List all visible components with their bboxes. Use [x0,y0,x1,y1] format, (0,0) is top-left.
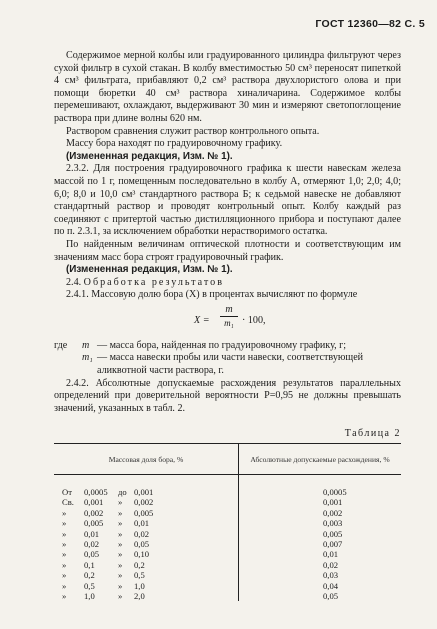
range-from: 0,2 [84,570,95,581]
where-text: — масса бора, найденная по градуировочному графику, г; [97,339,347,351]
where-symbol: m₁ [82,352,93,364]
amendment-note: (Измененная редакция, Изм. № 1). [66,150,233,162]
tolerance-cell: 0,002 [323,507,343,518]
range-to: 0,02 [134,528,150,539]
column-header: Массовая доля бора, % [54,444,239,475]
where-lead [54,352,80,377]
section-title: Обработка результатов [83,276,224,288]
range-from: 0,001 [84,497,104,508]
paragraph: 2.4.2. Абсолютные допускаемые расхождения результатов параллельных определений при доверительной вероятности P=0,95 не должны превышать значений, указанных в табл. 2. [54,377,401,414]
range-b: » [118,591,123,602]
range-to: 0,10 [134,549,150,560]
table-row [54,570,401,580]
range-to: 0,005 [134,507,154,518]
range-a: » [62,591,67,602]
range-a: От [62,487,72,497]
range-cell [54,508,239,518]
paragraph: 2.4.1. Массовую долю бора (X) в процентах вычисляют по формуле [66,289,358,301]
range-cell [54,560,239,570]
table-row [54,508,401,518]
range-from: 1,0 [84,591,95,602]
range-a: » [62,549,67,560]
paragraph: По найденным величинам оптической плотности и соответствующим им значениям масс бора строят градуировочный график. [54,238,401,263]
range-a: Св. [62,497,74,508]
range-cell [54,570,239,580]
range-b: » [118,580,123,591]
table-row [54,497,401,507]
table-row [54,591,401,601]
paragraph: Массу бора находят по градуировочному графику. [66,138,283,150]
table-row [54,560,401,570]
range-a: » [62,528,67,539]
paragraph: Раствором сравнения служит раствор контрольного опыта. [66,125,320,137]
formula-numerator: m [220,304,238,317]
range-cell [54,591,239,601]
range-from: 0,02 [84,539,100,550]
formula-legend [54,340,401,378]
range-to: 0,001 [134,487,154,497]
table-row [54,549,401,559]
formula-denominator: m₁ [224,317,234,328]
tolerance-cell: 0,001 [323,497,343,508]
tolerance-cell: 0,005 [323,528,343,539]
section-number: 2.4. [66,276,82,288]
range-b: » [118,518,123,529]
range-b: » [118,497,123,508]
formula-fraction [220,304,238,329]
table-row [54,581,401,591]
where-lead: где [54,339,68,351]
tolerance-cell: 0,01 [323,549,339,560]
table-header-row [54,444,401,475]
range-cell [54,529,239,539]
tolerance-cell: 0,003 [323,518,343,529]
range-to: 0,05 [134,539,150,550]
range-cell [54,518,239,528]
range-to: 1,0 [134,580,145,591]
range-b: » [118,528,123,539]
amendment-note: (Измененная редакция, Изм. № 1). [66,264,233,276]
range-a: » [62,570,67,581]
data-table [54,443,401,601]
page-header: ГОСТ 12360—82 С. 5 [315,18,425,30]
formula-lhs: X = [194,314,210,326]
range-a: » [62,507,67,518]
range-from: 0,002 [84,507,104,518]
range-a: » [62,559,67,570]
range-b: » [118,539,123,550]
range-b: » [118,570,123,581]
range-from: 0,05 [84,549,100,560]
range-from: 0,1 [84,559,95,570]
column-header: Абсолютные допускаемые расхождения, % [239,444,402,475]
range-from: 0,01 [84,528,100,539]
formula-rhs: · 100, [242,314,266,326]
range-a: » [62,518,67,529]
tolerance-cell: 0,0005 [323,487,347,497]
table-caption: Таблица 2 [344,428,401,439]
formula [54,304,401,338]
range-to: 0,5 [134,570,145,581]
range-b: до [118,487,127,497]
tolerance-cell: 0,05 [323,591,339,602]
tolerance-cell: 0,03 [323,570,339,581]
range-cell [54,549,239,559]
table-row [54,529,401,539]
tolerance-cell: 0,007 [323,539,343,550]
table-row [54,475,401,498]
range-cell [54,539,239,549]
range-cell [54,497,239,507]
section-heading [54,277,401,290]
tolerance-cell: 0,04 [323,580,339,591]
document-body [54,50,401,415]
range-a: » [62,580,67,591]
paragraph: Содержимое мерной колбы или градуированного цилиндра фильтруют через сухой фильтр в сухой стакан. В колбу вместимостью 50 см³ переносят пипеткой 4 см³ фильтрата, прибавляют 0,2 см³ раствора двухлористого олова и при помощи бюретки 40 см³ раствора хиналичарина. Содержимое колбы перемешивают, охлаждают, выдерживают 30 мин и измеряют светопоглощение раствора при длине волны 620 нм. [54,50,401,124]
range-from: 0,005 [84,518,104,529]
range-to: 0,2 [134,559,145,570]
table-row [54,539,401,549]
range-from: 0,0005 [84,487,108,497]
range-to: 2,0 [134,591,145,602]
tolerance-cell: 0,02 [323,559,339,570]
paragraph: 2.3.2. Для построения градуировочного графика к шести навескам железа массой по 1 г, помещенным последовательно в колбу А, отмеряют 1,0; 2,0; 4,0; 6,0; 8,0 и 10,0 см³ стандартного раствора Б; к седьмой навеске не добавляют стандартный раствор и проводят контрольный опыт. Колбу каждый раз соединяют с притертой частью дистилляционного прибора и поступают далее по п. 2.3.1, за исключением обработки нерастворимого остатка. [54,163,401,238]
range-b: » [118,559,123,570]
range-to: 0,01 [134,518,150,529]
range-from: 0,5 [84,580,95,591]
where-text: — масса навески пробы или части навески, соответствующей аликвотной части раствора, г. [97,352,364,377]
range-cell [54,581,239,591]
range-cell [54,475,239,498]
range-b: » [118,549,123,560]
where-symbol: m [82,339,90,351]
range-to: 0,002 [134,497,154,508]
range-a: » [62,539,67,550]
range-b: » [118,507,123,518]
table-row [54,518,401,528]
